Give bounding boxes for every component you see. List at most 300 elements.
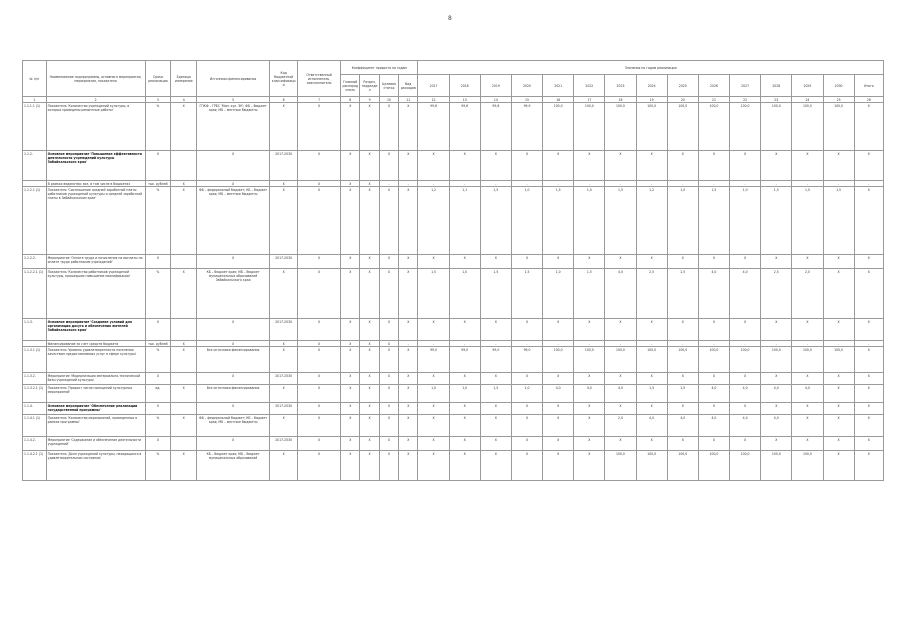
row-value: Х xyxy=(543,437,574,451)
row-value: Х xyxy=(667,403,698,415)
column-number: 7 xyxy=(298,97,341,103)
header-year: 2029 xyxy=(792,75,823,97)
column-number: 1 xyxy=(23,97,47,103)
row-number: 1.1.4.2.1 (1) xyxy=(23,451,47,481)
row-value: 100,0 xyxy=(730,451,761,481)
row-name: Показатель 'Соотношение средней заработной платы работников учреждений культуры и средней заработной платы в Забайкальском крае' xyxy=(46,187,145,255)
row-coef: Х xyxy=(379,415,398,437)
row-weight: Х xyxy=(171,269,197,319)
row-value: Х xyxy=(823,437,854,451)
row-coef: Х xyxy=(341,403,360,415)
row-value: Х xyxy=(854,347,883,373)
header-year: 2025 xyxy=(667,75,698,97)
row-value: 1,0 xyxy=(449,385,480,403)
row-value: Х xyxy=(761,403,792,415)
row-value: Х xyxy=(543,451,574,481)
header-values: Значения по годам реализации xyxy=(418,61,884,75)
row-coef: Х xyxy=(341,255,360,269)
row-number: 1.1.3.1 (1) xyxy=(23,347,47,373)
row-coef: Х xyxy=(360,341,379,347)
row-value: Х xyxy=(667,255,698,269)
row-coef: Х xyxy=(399,347,418,373)
row-value: 1,2 xyxy=(636,187,667,255)
row-coef: Х xyxy=(360,103,379,151)
row-value: - xyxy=(511,181,542,187)
row-value: Х xyxy=(418,437,449,451)
row-value: 100,0 xyxy=(792,451,823,481)
header-sources: Источники финансирования xyxy=(197,61,270,97)
row-coef: Х xyxy=(341,341,360,347)
row-value: Х xyxy=(480,403,511,415)
row-number: 1.1.1.1 (1) xyxy=(23,103,47,151)
row-value: Х xyxy=(574,319,605,341)
row-period: 2017-2030 xyxy=(270,319,298,341)
row-value: 1,0 xyxy=(449,269,480,319)
table-row xyxy=(23,415,884,437)
table-row xyxy=(23,319,884,341)
row-value: Х xyxy=(854,187,883,255)
row-value: 100,0 xyxy=(698,347,729,373)
row-value: Х xyxy=(574,373,605,385)
row-value: Х xyxy=(480,437,511,451)
column-number: 24 xyxy=(792,97,823,103)
row-value: Х xyxy=(636,255,667,269)
row-value: Х xyxy=(543,255,574,269)
row-responsible: Х xyxy=(298,437,341,451)
row-value: 1,1 xyxy=(449,187,480,255)
row-value: - xyxy=(543,341,574,347)
row-value: Х xyxy=(854,255,883,269)
row-value: 4,0 xyxy=(730,269,761,319)
row-sources: Х xyxy=(197,373,270,385)
row-value: Х xyxy=(449,403,480,415)
column-number: 9 xyxy=(360,97,379,103)
row-value: Х xyxy=(792,151,823,181)
row-value: Х xyxy=(574,403,605,415)
column-number: 13 xyxy=(449,97,480,103)
column-number: 6 xyxy=(270,97,298,103)
row-value: Х xyxy=(698,437,729,451)
row-value: 1,5 xyxy=(605,187,636,255)
row-value: Х xyxy=(636,151,667,181)
row-weight: Х xyxy=(171,103,197,151)
row-value: 1,5 xyxy=(636,385,667,403)
column-number: 25 xyxy=(823,97,854,103)
row-coef: Х xyxy=(379,269,398,319)
row-coef: Х xyxy=(379,151,398,181)
row-value: 4,0 xyxy=(543,385,574,403)
row-value: Х xyxy=(480,151,511,181)
row-value: - xyxy=(792,181,823,187)
data-table xyxy=(22,60,884,481)
row-sources: Х xyxy=(197,319,270,341)
row-value: Х xyxy=(730,319,761,341)
row-value: Х xyxy=(511,255,542,269)
row-value: 100,0 xyxy=(698,103,729,151)
row-value: 4,0 xyxy=(574,385,605,403)
row-name: Показатель 'Доля учреждений культуры, находящихся в удовлетворительном состоянии' xyxy=(46,451,145,481)
row-coef: - xyxy=(379,181,398,187)
row-coef: Х xyxy=(360,151,379,181)
row-value: Х xyxy=(761,373,792,385)
row-coef: Х xyxy=(341,319,360,341)
row-unit: % xyxy=(145,347,171,373)
header-year: 2027 xyxy=(730,75,761,97)
column-number: 26 xyxy=(854,97,883,103)
row-value: 100,0 xyxy=(792,347,823,373)
row-period: 2017-2030 xyxy=(270,151,298,181)
table-row xyxy=(23,451,884,481)
row-sources: Все источники финансирования xyxy=(197,385,270,403)
row-value: 100,0 xyxy=(574,103,605,151)
header-coef-col: Главный распорядитель xyxy=(341,75,360,97)
row-name: Показатель 'Количество работников учреждений культуры, прошедших повышение квалификации' xyxy=(46,269,145,319)
row-sources: Х xyxy=(197,255,270,269)
row-coef: Х xyxy=(360,415,379,437)
row-coef: Х xyxy=(341,181,360,187)
row-name: Мероприятие 'Содержание и обеспечение деятельности учреждений' xyxy=(46,437,145,451)
row-responsible: Х xyxy=(298,187,341,255)
row-coef: Х xyxy=(341,451,360,481)
table-row xyxy=(23,103,884,151)
row-value: Х xyxy=(698,151,729,181)
row-value: Х xyxy=(854,103,883,151)
row-value: Х xyxy=(574,151,605,181)
row-value: - xyxy=(449,181,480,187)
row-name: Основное мероприятие 'Повышение эффективности деятельности учреждений культуры Забайкальского края' xyxy=(46,151,145,181)
row-coef: Х xyxy=(341,187,360,255)
row-coef: Х xyxy=(379,347,398,373)
row-value: 100,0 xyxy=(698,451,729,481)
row-responsible: Х xyxy=(298,255,341,269)
row-value: Х xyxy=(574,437,605,451)
row-responsible: Х xyxy=(298,181,341,187)
row-weight: Х xyxy=(171,187,197,255)
row-value: 4,0 xyxy=(730,415,761,437)
row-value: Х xyxy=(480,255,511,269)
row-value: Х xyxy=(449,437,480,451)
row-period: Х xyxy=(270,187,298,255)
row-value: - xyxy=(449,341,480,347)
row-value: Х xyxy=(823,151,854,181)
row-value: 1,0 xyxy=(543,269,574,319)
row-value: Х xyxy=(730,437,761,451)
row-value: Х xyxy=(792,373,823,385)
row-value: Х xyxy=(449,373,480,385)
row-value: Х xyxy=(543,319,574,341)
row-value: 100,0 xyxy=(730,347,761,373)
row-coef: Х xyxy=(399,269,418,319)
row-value: Х xyxy=(449,151,480,181)
row-period: 2017-2030 xyxy=(270,255,298,269)
row-responsible: Х xyxy=(298,415,341,437)
row-value: 1,5 xyxy=(418,269,449,319)
row-value: - xyxy=(761,341,792,347)
row-value: Х xyxy=(418,451,449,481)
row-value: Х xyxy=(667,319,698,341)
row-value: Х xyxy=(730,255,761,269)
row-sources: Х xyxy=(197,341,270,347)
table-row xyxy=(23,269,884,319)
row-coef: Х xyxy=(399,403,418,415)
row-coef: Х xyxy=(360,373,379,385)
row-number: 1.1.3. xyxy=(23,319,47,341)
row-value: Х xyxy=(667,437,698,451)
row-value: 2,5 xyxy=(667,269,698,319)
row-unit: Х xyxy=(145,373,171,385)
row-unit: % xyxy=(145,451,171,481)
row-value: Х xyxy=(730,373,761,385)
row-coef: Х xyxy=(399,187,418,255)
table-row xyxy=(23,187,884,255)
row-name: Показатель 'Уровень удовлетворенности населения качеством предоставляемых услуг в сфере культуры' xyxy=(46,347,145,373)
row-value: Х xyxy=(511,319,542,341)
table-row xyxy=(23,437,884,451)
row-name: Основное мероприятие 'Обеспечение реализации государственной программы' xyxy=(46,403,145,415)
row-value: 4,0 xyxy=(698,415,729,437)
row-value: - xyxy=(636,341,667,347)
row-value: 100,0 xyxy=(543,103,574,151)
header-num: № п/п xyxy=(23,61,47,97)
row-responsible: Х xyxy=(298,451,341,481)
row-weight xyxy=(171,403,197,415)
row-value: - xyxy=(636,181,667,187)
row-value: Х xyxy=(511,451,542,481)
header-year: 2021 xyxy=(543,75,574,97)
row-name: В рамках ведомства: все, в том числе в бюджетах xyxy=(46,181,145,187)
row-name: Мероприятие 'Оплата труда и начисления на выплаты по оплате труда работникам учреждений' xyxy=(46,255,145,269)
row-coef: Х xyxy=(360,187,379,255)
row-sources: ГПКФ – ГРБС 'Мин. кул. ЗК'; ФБ – бюджет края; МБ – местные бюджеты xyxy=(197,103,270,151)
row-number: 1.1.2.2. xyxy=(23,255,47,269)
row-value: Х xyxy=(854,451,883,481)
row-value: Х xyxy=(418,319,449,341)
column-number: 16 xyxy=(543,97,574,103)
row-value: - xyxy=(574,181,605,187)
row-number: 1.1.2. xyxy=(23,151,47,181)
row-coef: Х xyxy=(379,373,398,385)
row-period: Х xyxy=(270,181,298,187)
row-number: 1.1.4. xyxy=(23,403,47,415)
row-value: - xyxy=(511,341,542,347)
row-period: 2017-2030 xyxy=(270,403,298,415)
row-value: 100,0 xyxy=(792,103,823,151)
table-body xyxy=(23,103,884,481)
row-period: Х xyxy=(270,269,298,319)
row-value: 1,0 xyxy=(574,187,605,255)
row-sources: Х xyxy=(197,437,270,451)
column-number: 14 xyxy=(480,97,511,103)
row-period: 2017-2030 xyxy=(270,437,298,451)
row-coef: Х xyxy=(341,415,360,437)
column-number: 11 xyxy=(399,97,418,103)
row-weight xyxy=(171,437,197,451)
row-value: Х xyxy=(480,373,511,385)
row-value: - xyxy=(667,181,698,187)
row-weight xyxy=(171,373,197,385)
row-weight: Х xyxy=(171,415,197,437)
column-number: 20 xyxy=(667,97,698,103)
row-coef: Х xyxy=(399,385,418,403)
row-sources: Все источники финансирования xyxy=(197,347,270,373)
row-value: Х xyxy=(543,373,574,385)
row-value: 4,0 xyxy=(761,385,792,403)
row-responsible: Х xyxy=(298,269,341,319)
row-value: Х xyxy=(543,415,574,437)
row-unit: Х xyxy=(145,437,171,451)
row-coef: Х xyxy=(360,319,379,341)
row-value: Х xyxy=(418,255,449,269)
header-code: Код бюджетной классификации xyxy=(270,61,298,97)
row-value: Х xyxy=(823,269,854,319)
row-value: - xyxy=(480,341,511,347)
row-weight: Х xyxy=(171,385,197,403)
row-unit: % xyxy=(145,103,171,151)
row-value: 1,5 xyxy=(667,385,698,403)
row-value: Х xyxy=(636,373,667,385)
row-value: 4,0 xyxy=(792,385,823,403)
header-coefficients: Коэффициент прироста по годам xyxy=(341,61,418,75)
row-value: Х xyxy=(605,437,636,451)
row-value: 4,0 xyxy=(605,269,636,319)
row-coef: Х xyxy=(341,437,360,451)
row-value: 99,6 xyxy=(449,103,480,151)
row-coef: Х xyxy=(379,451,398,481)
header-year: 2026 xyxy=(698,75,729,97)
header-year: 2020 xyxy=(511,75,542,97)
row-value: Х xyxy=(823,255,854,269)
row-responsible: Х xyxy=(298,373,341,385)
row-value: Х xyxy=(792,403,823,415)
row-number: 1.1.2.2.1 (1) xyxy=(23,269,47,319)
row-number: 1.1.2.1 (1) xyxy=(23,187,47,255)
header-responsible: Ответственный исполнитель, соисполнитель xyxy=(298,61,341,97)
row-value: 100,0 xyxy=(605,347,636,373)
row-coef: Х xyxy=(399,319,418,341)
header-year: 2018 xyxy=(449,75,480,97)
header-period: Сроки реализации xyxy=(145,61,171,97)
row-value: 99,0 xyxy=(418,347,449,373)
row-value: Х xyxy=(792,415,823,437)
row-value: 4,0 xyxy=(636,415,667,437)
row-value: 2,0 xyxy=(792,269,823,319)
column-number: 21 xyxy=(698,97,729,103)
row-coef: Х xyxy=(379,187,398,255)
row-value: Х xyxy=(636,319,667,341)
row-period: Х xyxy=(270,415,298,437)
row-value: Х xyxy=(667,151,698,181)
row-unit: % xyxy=(145,415,171,437)
row-value: Х xyxy=(511,415,542,437)
row-value: Х xyxy=(543,403,574,415)
table-row xyxy=(23,385,884,403)
row-unit: Х xyxy=(145,151,171,181)
row-coef: Х xyxy=(360,269,379,319)
row-weight: Х xyxy=(171,347,197,373)
row-value: Х xyxy=(449,451,480,481)
row-number: 1.1.4.2. xyxy=(23,437,47,451)
row-value: Х xyxy=(761,319,792,341)
row-sources: ФБ – федеральный бюджет; КБ – бюджет края; МБ – местные бюджеты xyxy=(197,415,270,437)
row-value: 2,5 xyxy=(636,269,667,319)
row-number: 1.1.3.2.1 (1) xyxy=(23,385,47,403)
column-number: 15 xyxy=(511,97,542,103)
row-coef: Х xyxy=(360,255,379,269)
header-unit: Единица измерения xyxy=(171,61,197,97)
row-value: Х xyxy=(511,437,542,451)
row-coef: Х xyxy=(360,437,379,451)
row-name: Основное мероприятие 'Создание условий для организации досуга и обеспечения жителей Забайкальского края' xyxy=(46,319,145,341)
row-value: Х xyxy=(792,255,823,269)
column-number: 5 xyxy=(197,97,270,103)
row-weight xyxy=(171,151,197,181)
header-coef-col: Вид расходов xyxy=(399,75,418,97)
row-coef: Х xyxy=(341,269,360,319)
row-value: Х xyxy=(449,255,480,269)
row-value: Х xyxy=(511,373,542,385)
row-weight xyxy=(171,255,197,269)
row-value: Х xyxy=(543,151,574,181)
row-value: Х xyxy=(854,415,883,437)
row-value: Х xyxy=(698,373,729,385)
row-coef: Х xyxy=(360,181,379,187)
row-value: Х xyxy=(636,437,667,451)
row-value: 100,0 xyxy=(761,103,792,151)
row-value: 100,0 xyxy=(605,451,636,481)
row-period: Х xyxy=(270,341,298,347)
header-year: 2028 xyxy=(761,75,792,97)
row-value: 1,5 xyxy=(698,187,729,255)
row-value: Х xyxy=(574,451,605,481)
row-value: Х xyxy=(854,373,883,385)
row-coef: Х xyxy=(379,103,398,151)
row-value: Х xyxy=(730,403,761,415)
row-value: 1,5 xyxy=(823,187,854,255)
row-coef: Х xyxy=(341,385,360,403)
row-value: Х xyxy=(854,403,883,415)
row-value: 1,5 xyxy=(480,269,511,319)
header-year: 2023 xyxy=(605,75,636,97)
row-responsible: Х xyxy=(298,347,341,373)
row-value: 1,5 xyxy=(480,385,511,403)
row-period: Х xyxy=(270,385,298,403)
column-number: 23 xyxy=(761,97,792,103)
row-responsible: Х xyxy=(298,385,341,403)
row-sources: Х xyxy=(197,181,270,187)
row-value: 2,0 xyxy=(605,415,636,437)
row-responsible: Х xyxy=(298,403,341,415)
row-value: - xyxy=(823,181,854,187)
row-name: Мероприятие 'Модернизация материально-технической базы учреждений культуры' xyxy=(46,373,145,385)
row-coef: Х xyxy=(399,437,418,451)
column-number: 2 xyxy=(46,97,145,103)
row-value: 99,0 xyxy=(511,347,542,373)
row-responsible: Х xyxy=(298,103,341,151)
row-value: 99,6 xyxy=(418,103,449,151)
row-value: 100,0 xyxy=(761,347,792,373)
row-period: Х xyxy=(270,347,298,373)
header-year: Итого xyxy=(854,75,883,97)
row-coef: Х xyxy=(379,437,398,451)
row-name: Показатель 'Прирост числа посещений культурных мероприятий' xyxy=(46,385,145,403)
row-coef: Х xyxy=(399,103,418,151)
row-unit: Х xyxy=(145,403,171,415)
row-unit: % xyxy=(145,187,171,255)
table-row xyxy=(23,347,884,373)
column-number: 8 xyxy=(341,97,360,103)
row-coef: Х xyxy=(341,151,360,181)
header-year: 2019 xyxy=(480,75,511,97)
